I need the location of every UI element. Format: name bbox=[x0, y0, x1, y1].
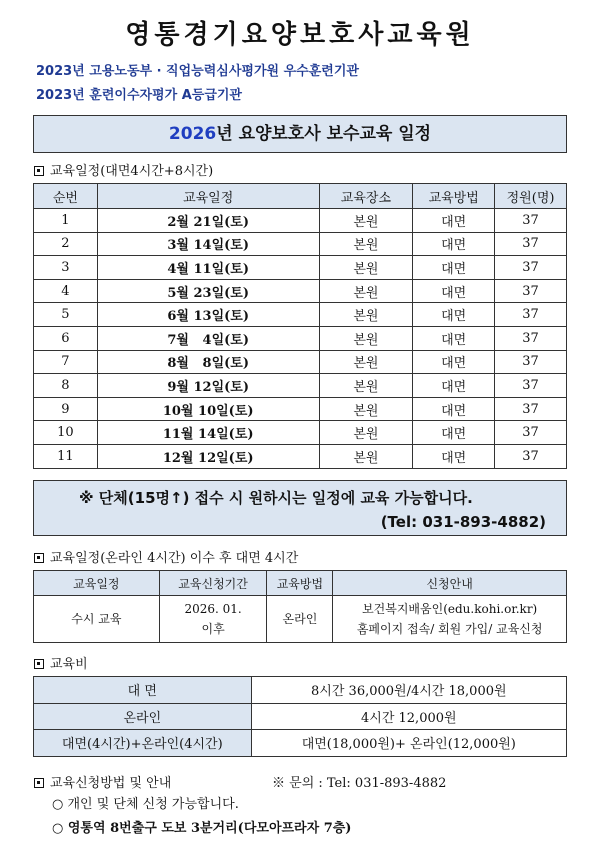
table-row bbox=[34, 703, 567, 730]
col-header: 교육장소 bbox=[319, 184, 413, 209]
table-row bbox=[34, 421, 567, 445]
row-method: 대면 bbox=[413, 421, 495, 445]
row-number: 3 bbox=[34, 256, 98, 280]
section-4-label: 교육신청방법 및 안내 bbox=[50, 776, 172, 791]
square-bullet-icon bbox=[34, 778, 44, 788]
row-number: 6 bbox=[34, 326, 98, 350]
group-notice-text: ※ 단체(15명↑) 접수 시 원하시는 일정에 교육 가능합니다. bbox=[79, 489, 473, 507]
row-capacity: 37 bbox=[495, 350, 567, 374]
fee-value: 8시간 36,000원/4시간 18,000원 bbox=[251, 677, 566, 704]
schedule-title-text: 년 요양보호사 보수교육 일정 bbox=[216, 124, 432, 144]
row-number: 2 bbox=[34, 232, 98, 256]
section-1-label: 교육일정(대면4시간+8시간) bbox=[50, 164, 214, 179]
online-period bbox=[159, 596, 267, 643]
table-row bbox=[34, 677, 567, 704]
row-place: 본원 bbox=[319, 232, 413, 256]
col-header: 신청안내 bbox=[333, 571, 567, 596]
col-header: 교육일정 bbox=[97, 184, 319, 209]
section-3-heading bbox=[34, 653, 88, 672]
table-row bbox=[34, 209, 567, 233]
fee-label: 대 면 bbox=[34, 677, 252, 704]
row-place: 본원 bbox=[319, 209, 413, 233]
page-title: 영통경기요양보호사교육원 bbox=[125, 20, 475, 50]
col-header: 정원(명) bbox=[495, 184, 567, 209]
table-row bbox=[34, 444, 567, 468]
row-capacity: 37 bbox=[495, 232, 567, 256]
table-row bbox=[34, 303, 567, 327]
row-place: 본원 bbox=[319, 256, 413, 280]
col-header: 교육신청기간 bbox=[159, 571, 267, 596]
row-date: 8월 8일(토) bbox=[97, 350, 319, 374]
row-date: 12월 12일(토) bbox=[97, 444, 319, 468]
fee-table bbox=[33, 676, 567, 757]
row-number: 11 bbox=[34, 444, 98, 468]
online-period-line-1: 2026. 01. bbox=[184, 602, 242, 616]
row-date: 10월 10일(토) bbox=[97, 397, 319, 421]
row-date: 3월 14일(토) bbox=[97, 232, 319, 256]
col-header: 교육일정 bbox=[34, 571, 160, 596]
section-4-heading bbox=[34, 772, 171, 791]
row-place: 본원 bbox=[319, 350, 413, 374]
table-row bbox=[34, 232, 567, 256]
section-1-heading bbox=[34, 160, 213, 179]
online-guide bbox=[333, 596, 567, 643]
location-info: ○ 영통역 8번출구 도보 3분거리(다모아프라자 7층) bbox=[52, 821, 352, 836]
table-row bbox=[34, 374, 567, 398]
row-place: 본원 bbox=[319, 279, 413, 303]
online-schedule: 수시 교육 bbox=[34, 596, 160, 643]
table-row bbox=[34, 730, 567, 757]
section-2-heading bbox=[34, 547, 298, 566]
fee-value: 4시간 12,000원 bbox=[251, 703, 566, 730]
fee-label: 대면(4시간)+온라인(4시간) bbox=[34, 730, 252, 757]
row-place: 본원 bbox=[319, 326, 413, 350]
accreditation-line-1: 2023년 고용노동부 · 직업능력심사평가원 우수훈련기관 bbox=[36, 64, 359, 79]
online-method: 온라인 bbox=[267, 596, 333, 643]
online-header-row bbox=[34, 571, 567, 596]
row-date: 11월 14일(토) bbox=[97, 421, 319, 445]
fee-value: 대면(18,000원)+ 온라인(12,000원) bbox=[251, 730, 566, 757]
row-number: 10 bbox=[34, 421, 98, 445]
section-2-label: 교육일정(온라인 4시간) 이수 후 대면 4시간 bbox=[50, 551, 299, 566]
table-row bbox=[34, 596, 567, 643]
row-method: 대면 bbox=[413, 303, 495, 327]
row-date: 9월 12일(토) bbox=[97, 374, 319, 398]
row-method: 대면 bbox=[413, 397, 495, 421]
table-row bbox=[34, 350, 567, 374]
application-info: ○ 개인 및 단체 신청 가능합니다. bbox=[52, 797, 239, 812]
col-header: 교육방법 bbox=[413, 184, 495, 209]
row-method: 대면 bbox=[413, 279, 495, 303]
row-method: 대면 bbox=[413, 444, 495, 468]
schedule-title-year: 2026 bbox=[168, 124, 217, 144]
row-capacity: 37 bbox=[495, 303, 567, 327]
row-capacity: 37 bbox=[495, 374, 567, 398]
row-date: 4월 11일(토) bbox=[97, 256, 319, 280]
row-number: 5 bbox=[34, 303, 98, 327]
schedule-table bbox=[33, 183, 567, 469]
row-capacity: 37 bbox=[495, 256, 567, 280]
row-capacity: 37 bbox=[495, 397, 567, 421]
accreditation-line-2: 2023년 훈련이수자평가 A등급기관 bbox=[36, 88, 242, 103]
row-place: 본원 bbox=[319, 444, 413, 468]
row-capacity: 37 bbox=[495, 326, 567, 350]
col-header: 순번 bbox=[34, 184, 98, 209]
row-method: 대면 bbox=[413, 232, 495, 256]
table-row bbox=[34, 279, 567, 303]
section-3-label: 교육비 bbox=[50, 657, 88, 672]
inquiry-contact: ※ 문의 : Tel: 031-893-4882 bbox=[272, 776, 447, 791]
contact-phone: (Tel: 031-893-4882) bbox=[380, 513, 546, 531]
row-capacity: 37 bbox=[495, 444, 567, 468]
row-date: 5월 23일(토) bbox=[97, 279, 319, 303]
row-capacity: 37 bbox=[495, 421, 567, 445]
row-date: 2월 21일(토) bbox=[97, 209, 319, 233]
row-place: 본원 bbox=[319, 303, 413, 327]
row-number: 9 bbox=[34, 397, 98, 421]
square-bullet-icon bbox=[34, 166, 44, 176]
group-notice-box bbox=[33, 480, 567, 536]
row-method: 대면 bbox=[413, 326, 495, 350]
row-capacity: 37 bbox=[495, 209, 567, 233]
online-guide-line-2: 홈페이지 접속/ 회원 가입/ 교육신청 bbox=[356, 622, 543, 636]
row-method: 대면 bbox=[413, 374, 495, 398]
row-number: 4 bbox=[34, 279, 98, 303]
row-method: 대면 bbox=[413, 209, 495, 233]
row-date: 6월 13일(토) bbox=[97, 303, 319, 327]
row-capacity: 37 bbox=[495, 279, 567, 303]
row-place: 본원 bbox=[319, 421, 413, 445]
square-bullet-icon bbox=[34, 553, 44, 563]
row-date: 7월 4일(토) bbox=[97, 326, 319, 350]
schedule-title-box bbox=[33, 115, 567, 153]
row-method: 대면 bbox=[413, 350, 495, 374]
online-course-table bbox=[33, 570, 567, 643]
col-header: 교육방법 bbox=[267, 571, 333, 596]
square-bullet-icon bbox=[34, 659, 44, 669]
schedule-header-row bbox=[34, 184, 567, 209]
table-row bbox=[34, 397, 567, 421]
row-method: 대면 bbox=[413, 256, 495, 280]
table-row bbox=[34, 326, 567, 350]
online-guide-line-1: 보건복지배움인(edu.kohi.or.kr) bbox=[362, 602, 538, 616]
row-number: 1 bbox=[34, 209, 98, 233]
fee-label: 온라인 bbox=[34, 703, 252, 730]
row-number: 7 bbox=[34, 350, 98, 374]
row-place: 본원 bbox=[319, 397, 413, 421]
online-period-line-2: 이후 bbox=[201, 622, 225, 636]
row-number: 8 bbox=[34, 374, 98, 398]
row-place: 본원 bbox=[319, 374, 413, 398]
table-row bbox=[34, 256, 567, 280]
